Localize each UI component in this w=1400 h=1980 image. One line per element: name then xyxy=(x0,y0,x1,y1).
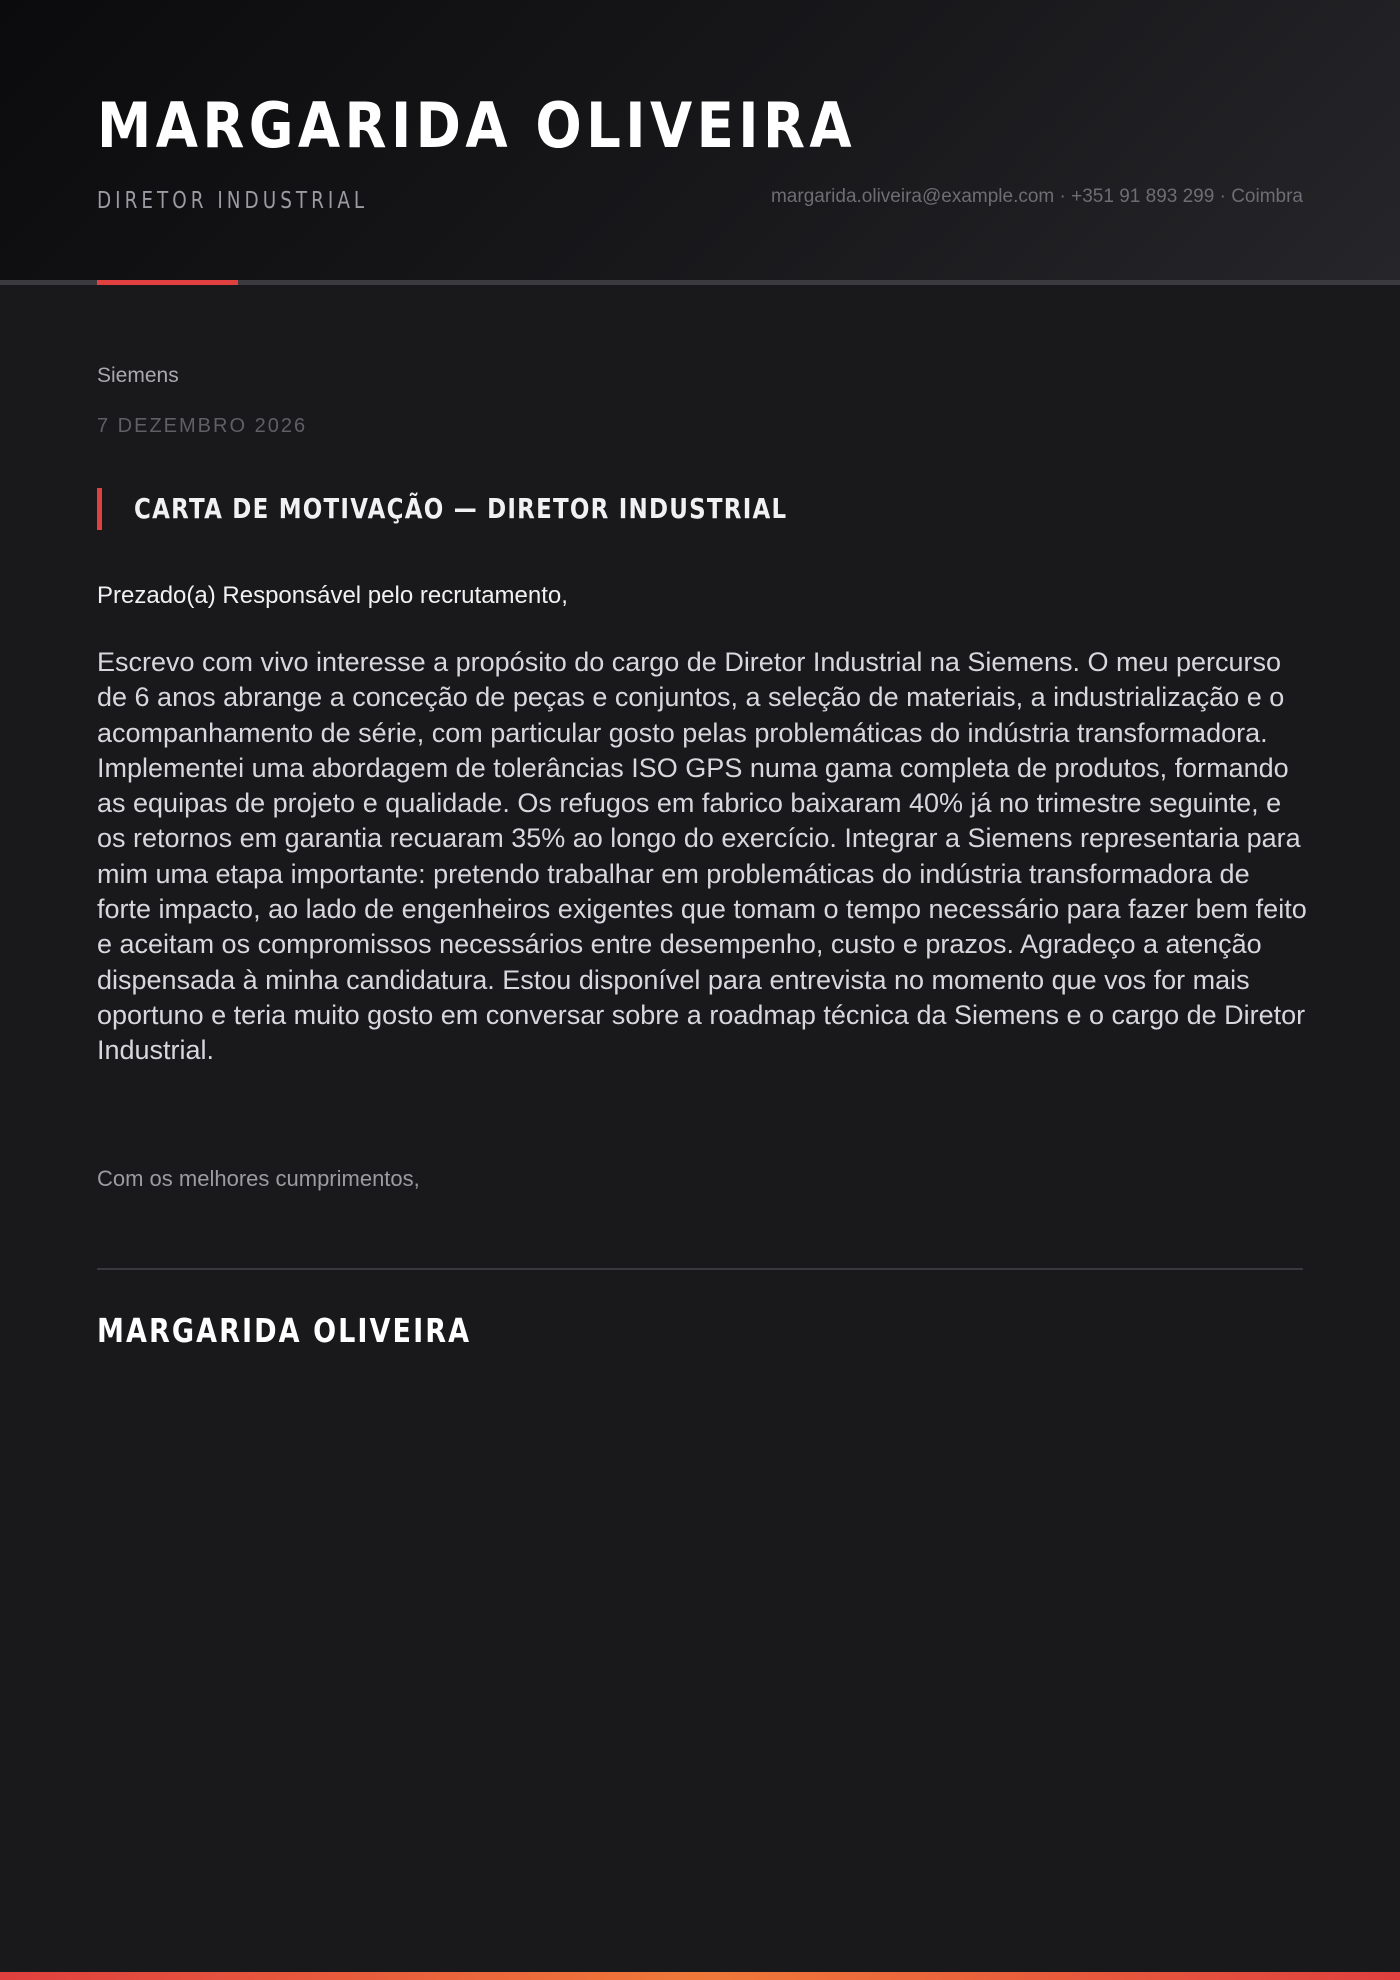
letter-salutation: Prezado(a) Responsável pelo recrutamento, xyxy=(97,582,568,609)
letter-closing: Com os melhores cumprimentos, xyxy=(97,1166,420,1191)
sender-role: DIRETOR INDUSTRIAL xyxy=(97,188,369,214)
letter-body: Escrevo com vivo interesse a propósito do cargo de Diretor Industrial na Siemens. O meu percurso de 6 anos abrange a conceção de peças e conjuntos, a seleção de materiais, a industrialização e o acompanhamento de série, com particular gosto pelas problemáticas do indústria transformadora. Implementei uma abordagem de tolerâncias ISO GPS numa gama completa de produtos, formando as equipas de projeto e qualidade. Os refugos em fabrico baixaram 40% já no trimestre seguinte, e os retornos em garantia recuaram 35% ao longo do exercício. Integrar a Siemens representaria para mim uma etapa importante: pretendo trabalhar em problemáticas do indústria transformadora de forte impacto, ao lado de engenheiros exigentes que tomam o tempo necessário para fazer bem feito e aceitam os compromissos necessários entre desempenho, custo e prazos. Agradeço a atenção dispensada à minha candidatura. Estou disponível para entrevista no momento que vos for mais oportuno e teria muito gosto em conversar sobre a roadmap técnica da Siemens e o cargo de Diretor Industrial. xyxy=(97,647,1307,1066)
letter-header xyxy=(0,0,1400,280)
signature-name: MARGARIDA OLIVEIRA xyxy=(97,1311,472,1350)
sender-contact: margarida.oliveira@example.com · +351 91 893 299 · Coimbra xyxy=(770,186,1303,207)
subject-accent-bar xyxy=(97,488,102,530)
letter-subject: CARTA DE MOTIVAÇÃO — DIRETOR INDUSTRIAL xyxy=(134,492,788,525)
footer-accent-bar xyxy=(0,1972,1400,1980)
recipient-company: Siemens xyxy=(97,364,179,387)
signature-divider xyxy=(97,1268,1303,1270)
header-accent-bar xyxy=(97,280,238,285)
letter-date: 7 DEZEMBRO 2026 xyxy=(97,415,308,437)
sender-name: MARGARIDA OLIVEIRA xyxy=(97,89,857,162)
